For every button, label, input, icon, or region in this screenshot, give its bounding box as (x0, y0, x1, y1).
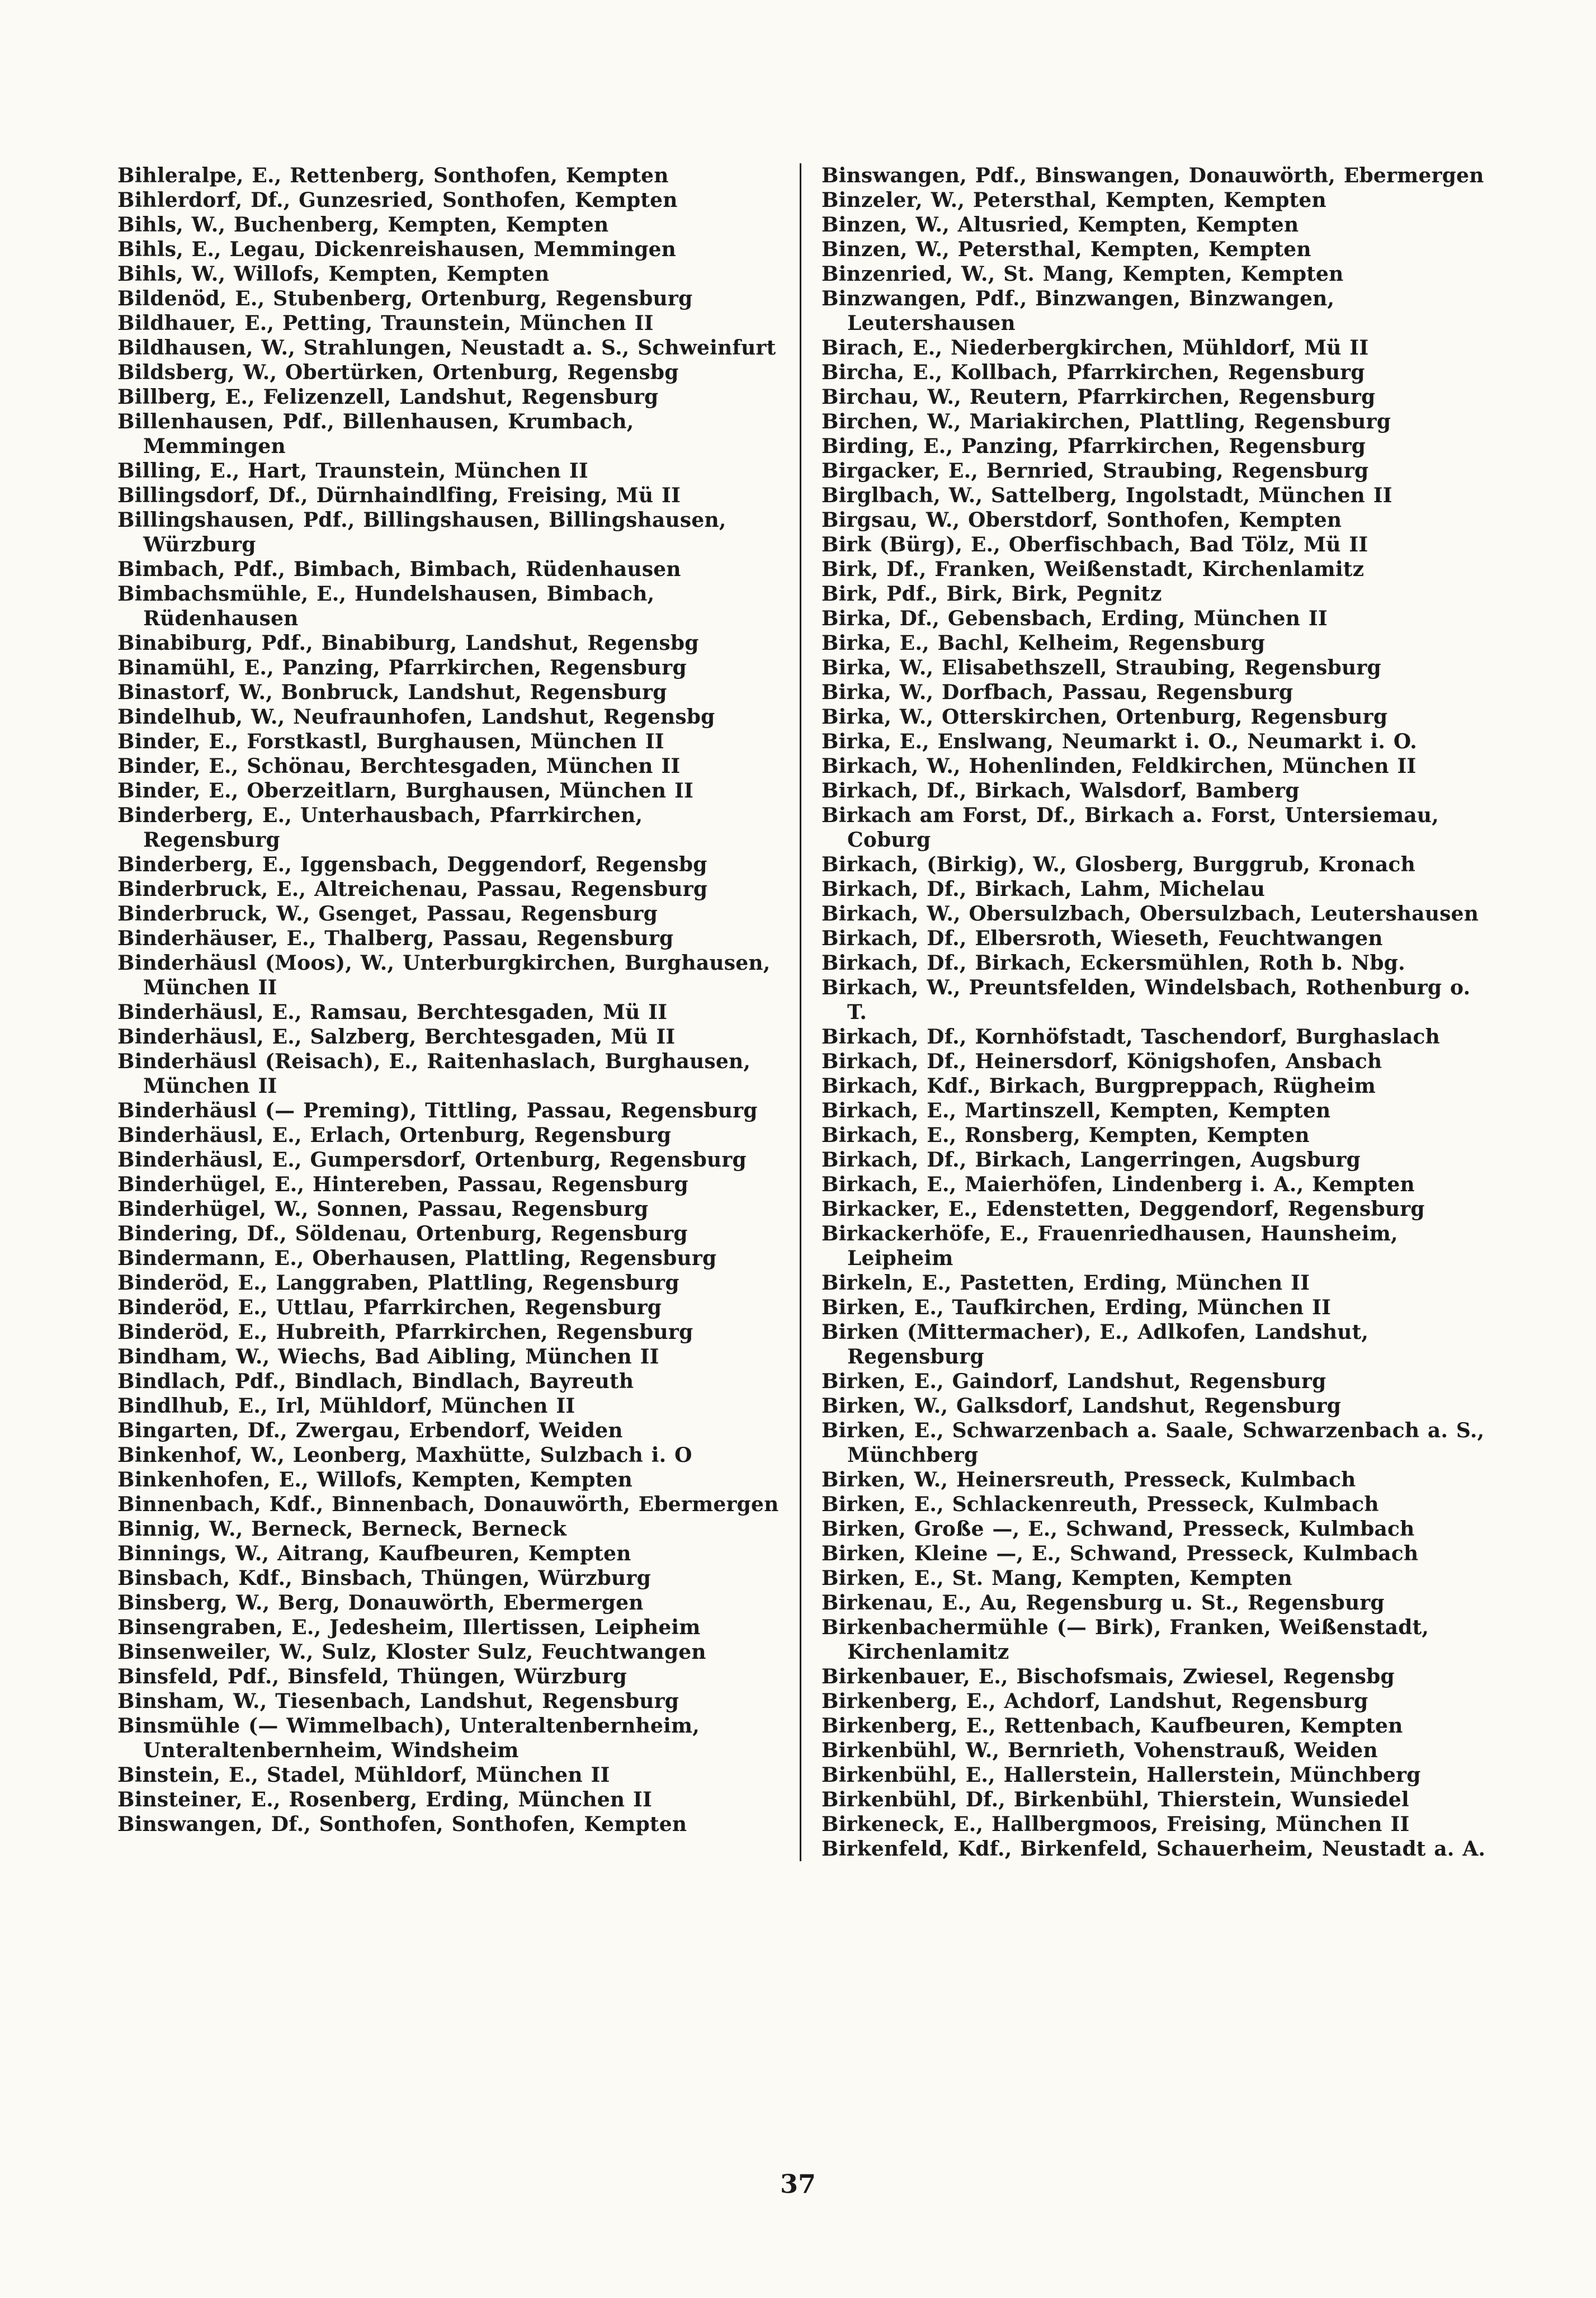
directory-entry: Binderhäusl (Moos), W., Unterburgkirchen, Burghausen, München II (117, 951, 771, 999)
directory-entry: Bildsberg, W., Obertürken, Ortenburg, Regensbg (117, 361, 679, 384)
directory-entry: Birk, Df., Franken, Weißenstadt, Kirchenlamitz (821, 558, 1364, 581)
directory-entry: Binsengraben, E., Jedesheim, Illertissen, Leipheim (117, 1616, 701, 1639)
directory-entry: Birkenberg, E., Rettenbach, Kaufbeuren, Kempten (821, 1714, 1403, 1738)
directory-entry: Binderhäusl, E., Ramsau, Berchtesgaden, Mü II (117, 1001, 668, 1024)
directory-entry: Binswangen, Pdf., Binswangen, Donauwörth, Ebermergen (821, 164, 1484, 187)
directory-entry: Binabiburg, Pdf., Binabiburg, Landshut, Regensbg (117, 631, 699, 655)
directory-entry: Birka, W., Elisabethszell, Straubing, Regensburg (821, 656, 1381, 680)
directory-entry: Birkach, Df., Elbersroth, Wieseth, Feuchtwangen (821, 927, 1383, 950)
directory-entry: Binkenhofen, E., Willofs, Kempten, Kempten (117, 1468, 633, 1492)
directory-entry: Birk (Bürg), E., Oberfischbach, Bad Tölz, Mü II (821, 533, 1368, 556)
directory-entry: Bindering, Df., Söldenau, Ortenburg, Regensburg (117, 1222, 688, 1245)
directory-entry: Birkach, W., Obersulzbach, Obersulzbach, Leutershausen (821, 902, 1479, 926)
page-number: 37 (780, 2169, 816, 2199)
directory-entry: Binnings, W., Aitrang, Kaufbeuren, Kempten (117, 1542, 631, 1565)
directory-entry: Bihls, W., Buchenberg, Kempten, Kempten (117, 213, 609, 237)
directory-entry: Binder, E., Schönau, Berchtesgaden, München II (117, 754, 681, 778)
directory-entry: Binastorf, W., Bonbruck, Landshut, Regensburg (117, 681, 667, 704)
directory-entry: Bimbachsmühle, E., Hundelshausen, Bimbach, Rüdenhausen (117, 582, 655, 630)
directory-entry: Birkeln, E., Pastetten, Erding, München II (821, 1271, 1310, 1295)
directory-entry: Birkach, Df., Birkach, Lahm, Michelau (821, 877, 1266, 901)
directory-entry: Birkach, Df., Kornhöfstadt, Taschendorf, Burghaslach (821, 1025, 1440, 1049)
directory-entry: Birka, W., Otterskirchen, Ortenburg, Regensburg (821, 705, 1388, 729)
column-divider (800, 163, 801, 1861)
directory-entry: Billingsdorf, Df., Dürnhaindlfing, Freising, Mü II (117, 484, 681, 507)
directory-entry: Birkach, Kdf., Birkach, Burgpreppach, Rügheim (821, 1074, 1376, 1098)
directory-entry: Birkenberg, E., Achdorf, Landshut, Regensburg (821, 1690, 1368, 1713)
directory-entry: Binstein, E., Stadel, Mühldorf, München II (117, 1763, 610, 1787)
directory-entry: Birach, E., Niederbergkirchen, Mühldorf, Mü II (821, 336, 1369, 360)
directory-entry: Birkach, W., Preuntsfelden, Windelsbach, Rothenburg o. T. (821, 976, 1471, 1024)
directory-entry: Binnig, W., Berneck, Berneck, Berneck (117, 1517, 567, 1541)
directory-entry: Bihls, E., Legau, Dickenreishausen, Memmingen (117, 238, 677, 261)
directory-entry: Birkenau, E., Au, Regensburg u. St., Regensburg (821, 1591, 1385, 1615)
directory-entry: Binderberg, E., Unterhausbach, Pfarrkirchen, Regensburg (117, 804, 643, 852)
directory-entry: Bindelhub, W., Neufraunhofen, Landshut, Regensbg (117, 705, 715, 729)
directory-entry: Birken, E., Gaindorf, Landshut, Regensburg (821, 1370, 1326, 1393)
directory-entry: Birding, E., Panzing, Pfarrkirchen, Regensburg (821, 435, 1366, 458)
directory-entry: Binsfeld, Pdf., Binsfeld, Thüngen, Würzburg (117, 1665, 627, 1688)
directory-entry: Birkeneck, E., Hallbergmoos, Freising, München II (821, 1813, 1410, 1836)
directory-entry: Binderhügel, E., Hintereben, Passau, Regensburg (117, 1173, 688, 1196)
directory-entry: Bihls, W., Willofs, Kempten, Kempten (117, 262, 550, 286)
directory-entry: Binderöd, E., Uttlau, Pfarrkirchen, Regensburg (117, 1296, 662, 1319)
directory-entry: Birkenfeld, Kdf., Birkenfeld, Schauerheim, Neustadt a. A. (821, 1837, 1486, 1861)
directory-entry: Binzenried, W., St. Mang, Kempten, Kempten (821, 262, 1344, 286)
directory-entry: Binderhügel, W., Sonnen, Passau, Regensburg (117, 1197, 649, 1221)
directory-entry: Binzeler, W., Petersthal, Kempten, Kempten (821, 188, 1326, 212)
directory-entry: Birken, Große —, E., Schwand, Presseck, Kulmbach (821, 1517, 1415, 1541)
directory-entry: Bimbach, Pdf., Bimbach, Bimbach, Rüdenhausen (117, 558, 681, 581)
directory-entry: Birkach, Df., Birkach, Eckersmühlen, Roth b. Nbg. (821, 951, 1405, 975)
directory-entry: Bindham, W., Wiechs, Bad Aibling, München II (117, 1345, 659, 1369)
directory-entry: Binsteiner, E., Rosenberg, Erding, München II (117, 1788, 653, 1811)
directory-entry: Birkach, E., Ronsberg, Kempten, Kempten (821, 1124, 1310, 1147)
directory-entry: Birkacker, E., Edenstetten, Deggendorf, Regensburg (821, 1197, 1425, 1221)
column-left (117, 163, 783, 1861)
directory-entry: Bihleralpe, E., Rettenberg, Sonthofen, Kempten (117, 164, 669, 187)
directory-entry: Billingshausen, Pdf., Billingshausen, Billingshausen, Würzburg (117, 508, 726, 556)
directory-entry: Birkach, (Birkig), W., Glosberg, Burggrub, Kronach (821, 853, 1416, 876)
directory-entry: Bihlerdorf, Df., Gunzesried, Sonthofen, Kempten (117, 188, 678, 212)
directory-entry: Birkenbauer, E., Bischofsmais, Zwiesel, Regensbg (821, 1665, 1395, 1688)
directory-text-block (117, 163, 1489, 1861)
directory-entry: Birken, W., Galksdorf, Landshut, Regensburg (821, 1394, 1342, 1418)
directory-entry: Bindlhub, E., Irl, Mühldorf, München II (117, 1394, 575, 1418)
directory-entry: Birkach, Df., Birkach, Langerringen, Augsburg (821, 1148, 1361, 1172)
directory-entry: Birkach, Df., Birkach, Walsdorf, Bamberg (821, 779, 1300, 803)
directory-entry: Birken, E., Taufkirchen, Erding, München II (821, 1296, 1331, 1319)
directory-entry: Billing, E., Hart, Traunstein, München II (117, 459, 588, 483)
directory-entry: Binderhäusl (Reisach), E., Raitenhaslach, Burghausen, München II (117, 1050, 751, 1098)
directory-entry: Binzwangen, Pdf., Binzwangen, Binzwangen, Leutershausen (821, 287, 1335, 335)
directory-entry: Binnenbach, Kdf., Binnenbach, Donauwörth, Ebermergen (117, 1493, 779, 1516)
directory-entry: Binsbach, Kdf., Binsbach, Thüngen, Würzburg (117, 1566, 651, 1590)
directory-entry: Binderbruck, W., Gsenget, Passau, Regensburg (117, 902, 658, 926)
directory-entry: Birglbach, W., Sattelberg, Ingolstadt, München II (821, 484, 1392, 507)
directory-entry: Binamühl, E., Panzing, Pfarrkirchen, Regensburg (117, 656, 687, 680)
directory-entry: Birkenbühl, Df., Birkenbühl, Thierstein, Wunsiedel (821, 1788, 1409, 1811)
directory-entry: Bircha, E., Kollbach, Pfarrkirchen, Regensburg (821, 361, 1365, 384)
directory-entry: Binswangen, Df., Sonthofen, Sonthofen, Kempten (117, 1813, 687, 1836)
directory-entry: Birken (Mittermacher), E., Adlkofen, Landshut, Regensburg (821, 1320, 1369, 1369)
directory-entry: Birchau, W., Reutern, Pfarrkirchen, Regensburg (821, 385, 1376, 409)
directory-entry: Birka, E., Enslwang, Neumarkt i. O., Neumarkt i. O. (821, 730, 1417, 753)
directory-entry: Birk, Pdf., Birk, Birk, Pegnitz (821, 582, 1162, 606)
column-right (821, 163, 1487, 1861)
directory-entry: Bindlach, Pdf., Bindlach, Bindlach, Bayreuth (117, 1370, 634, 1393)
directory-entry: Birkach, E., Martinszell, Kempten, Kempten (821, 1099, 1331, 1122)
directory-entry: Binderöd, E., Hubreith, Pfarrkirchen, Regensburg (117, 1320, 693, 1344)
directory-entry: Binderhäuser, E., Thalberg, Passau, Regensburg (117, 927, 674, 950)
directory-entry: Bindermann, E., Oberhausen, Plattling, Regensburg (117, 1247, 717, 1270)
directory-entry: Birkenbachermühle (— Birk), Franken, Weißenstadt, Kirchenlamitz (821, 1616, 1429, 1664)
directory-entry: Binderbruck, E., Altreichenau, Passau, Regensburg (117, 877, 708, 901)
directory-entry: Binzen, W., Altusried, Kempten, Kempten (821, 213, 1299, 237)
directory-entry: Binderhäusl, E., Erlach, Ortenburg, Regensburg (117, 1124, 672, 1147)
directory-entry: Birchen, W., Mariakirchen, Plattling, Regensburg (821, 410, 1391, 433)
directory-entry: Birkach, E., Maierhöfen, Lindenberg i. A., Kempten (821, 1173, 1415, 1196)
directory-entry: Billberg, E., Felizenzell, Landshut, Regensburg (117, 385, 659, 409)
directory-entry: Binder, E., Oberzeitlarn, Burghausen, München II (117, 779, 694, 803)
directory-entry: Binzen, W., Petersthal, Kempten, Kempten (821, 238, 1311, 261)
directory-entry: Birken, E., Schlackenreuth, Presseck, Kulmbach (821, 1493, 1379, 1516)
directory-entry: Bingarten, Df., Zwergau, Erbendorf, Weiden (117, 1419, 623, 1442)
directory-entry: Binderhäusl, E., Salzberg, Berchtesgaden, Mü II (117, 1025, 676, 1049)
directory-entry: Birken, Kleine —, E., Schwand, Presseck, Kulmbach (821, 1542, 1419, 1565)
directory-entry: Binsenweiler, W., Sulz, Kloster Sulz, Feuchtwangen (117, 1640, 706, 1664)
directory-entry: Birkenbühl, E., Hallerstein, Hallerstein, Münchberg (821, 1763, 1421, 1787)
directory-entry: Billenhausen, Pdf., Billenhausen, Krumbach, Memmingen (117, 410, 634, 458)
directory-entry: Birken, W., Heinersreuth, Presseck, Kulmbach (821, 1468, 1356, 1492)
directory-entry: Birka, W., Dorfbach, Passau, Regensburg (821, 681, 1293, 704)
directory-entry: Binderöd, E., Langgraben, Plattling, Regensburg (117, 1271, 679, 1295)
directory-entry: Binderhäusl, E., Gumpersdorf, Ortenburg, Regensburg (117, 1148, 747, 1172)
directory-entry: Bildenöd, E., Stubenberg, Ortenburg, Regensburg (117, 287, 693, 310)
directory-entry: Birken, E., St. Mang, Kempten, Kempten (821, 1566, 1292, 1590)
directory-entry: Binsmühle (— Wimmelbach), Unteraltenbernheim, Unteraltenbernheim, Windsheim (117, 1714, 700, 1762)
directory-entry: Birka, E., Bachl, Kelheim, Regensburg (821, 631, 1266, 655)
directory-entry: Birgsau, W., Oberstdorf, Sonthofen, Kempten (821, 508, 1342, 532)
directory-entry: Birkackerhöfe, E., Frauenriedhausen, Haunsheim, Leipheim (821, 1222, 1398, 1270)
directory-entry: Birkach am Forst, Df., Birkach a. Forst, Untersiemau, Coburg (821, 804, 1439, 852)
directory-entry: Birgacker, E., Bernried, Straubing, Regensburg (821, 459, 1369, 483)
directory-entry: Birken, E., Schwarzenbach a. Saale, Schwarzenbach a. S., Münchberg (821, 1419, 1485, 1467)
directory-entry: Binderberg, E., Iggensbach, Deggendorf, Regensbg (117, 853, 707, 876)
directory-entry: Birkach, Df., Heinersdorf, Königshofen, Ansbach (821, 1050, 1382, 1073)
directory-entry: Bildhausen, W., Strahlungen, Neustadt a. S., Schweinfurt (117, 336, 776, 360)
directory-entry: Binsham, W., Tiesenbach, Landshut, Regensburg (117, 1690, 679, 1713)
directory-entry: Binder, E., Forstkastl, Burghausen, München II (117, 730, 664, 753)
directory-entry: Binderhäusl (— Preming), Tittling, Passau, Regensburg (117, 1099, 758, 1122)
directory-entry: Birka, Df., Gebensbach, Erding, München II (821, 607, 1328, 630)
directory-entry: Binsberg, W., Berg, Donauwörth, Ebermergen (117, 1591, 644, 1615)
directory-entry: Bildhauer, E., Petting, Traunstein, München II (117, 312, 654, 335)
directory-entry: Birkach, W., Hohenlinden, Feldkirchen, München II (821, 754, 1416, 778)
directory-entry: Binkenhof, W., Leonberg, Maxhütte, Sulzbach i. O (117, 1443, 692, 1467)
directory-entry: Birkenbühl, W., Bernrieth, Vohenstrauß, Weiden (821, 1739, 1378, 1762)
